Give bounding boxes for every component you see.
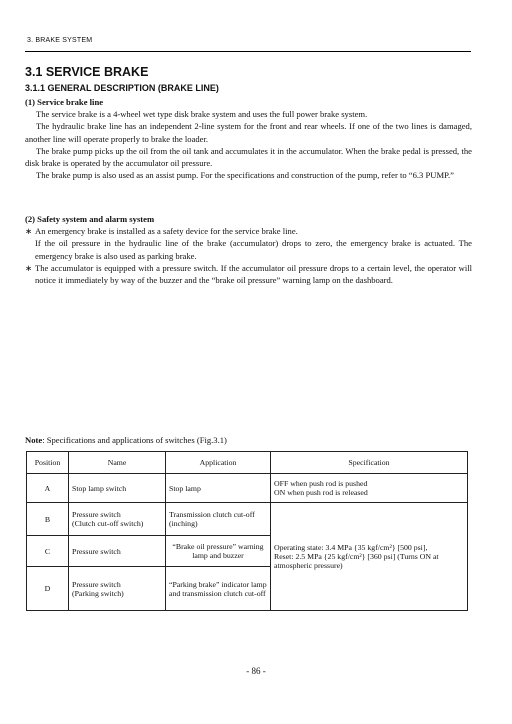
cell-name: Stop lamp switch (69, 474, 166, 503)
cell-position: C (27, 536, 69, 567)
paragraph: The hydraulic brake line has an independent 2-line system for the front and rear wheels. If one of the two lines is damaged, another line will operate properly to brake the loader. (25, 121, 472, 144)
cell-specification: OFF when push rod is pushed ON when push rod is released (271, 474, 468, 503)
safety-heading: (2) Safety system and alarm system (25, 214, 155, 224)
paragraph: The brake pump picks up the oil from the oil tank and accumulates it in the accumulator. When the brake pedal is pressed, the disk brake is operated by the accumulator oil pressure. (25, 145, 472, 169)
header-specification: Specification (271, 452, 468, 474)
service-brake-section (25, 96, 472, 181)
bullet-icon: ∗ (25, 262, 33, 273)
header-divider (25, 51, 471, 52)
service-brake-heading: (1) Service brake line (25, 97, 104, 107)
table-header-row (27, 452, 468, 474)
cell-position: B (27, 503, 69, 536)
bullet-text: The accumulator is equipped with a pressure switch. If the accumulator oil pressure drops to a certain level, the operator will notice it immediately by way of the buzzer and the “brake oil pressure” warning lamp on the dashboard. (35, 262, 472, 286)
cell-position: D (27, 567, 69, 611)
table-note (25, 434, 227, 446)
cell-name: Pressure switch (Clutch cut-off switch) (69, 503, 166, 536)
section-subtitle: 3.1.1 GENERAL DESCRIPTION (BRAKE LINE) (25, 83, 219, 93)
cell-application: Transmission clutch cut-off (inching) (166, 503, 271, 536)
bullet-continuation: If the oil pressure in the hydraulic line of the brake (accumulator) drops to zero, the emergency brake is actuated. The emergency brake is also used as parking brake. (35, 238, 472, 261)
header-name: Name (69, 452, 166, 474)
page-number: - 86 - (246, 666, 266, 676)
paragraph: The service brake is a 4-wheel wet type disk brake system and uses the full power brake system. (36, 109, 368, 120)
note-text: : Specifications and applications of switches (Fig.3.1) (42, 435, 227, 445)
bullet-item (25, 262, 472, 286)
table-row (27, 503, 468, 536)
cell-application: “Parking brake” indicator lamp and transmission clutch cut-off (166, 567, 271, 611)
cell-application: “Brake oil pressure” warning lamp and buzzer (166, 536, 271, 567)
section-title: 3.1 SERVICE BRAKE (25, 65, 149, 79)
paragraph: The brake pump is also used as an assist pump. For the specifications and construction of the pump, refer to “6.3 PUMP.” (36, 170, 454, 181)
table-row (27, 474, 468, 503)
note-label: Note (25, 435, 43, 445)
bullet-icon: ∗ (25, 226, 33, 237)
cell-position: A (27, 474, 69, 503)
cell-application: Stop lamp (166, 474, 271, 503)
cell-name: Pressure switch (Parking switch) (69, 567, 166, 611)
safety-section (25, 213, 472, 286)
header-position: Position (27, 452, 69, 474)
cell-shared-specification: Operating state: 3.4 MPa {35 kgf/cm²} [500 psi], Reset: 2.5 MPa {25 kgf/cm²} [360 psi] (Turns ON at atmospheric pressure) (271, 503, 468, 611)
switch-spec-table (26, 451, 468, 611)
bullet-text: An emergency brake is installed as a safety device for the service brake line. (35, 226, 298, 237)
bullet-item (25, 225, 472, 237)
cell-name: Pressure switch (69, 536, 166, 567)
header-application: Application (166, 452, 271, 474)
chapter-header: 3. BRAKE SYSTEM (27, 37, 93, 44)
